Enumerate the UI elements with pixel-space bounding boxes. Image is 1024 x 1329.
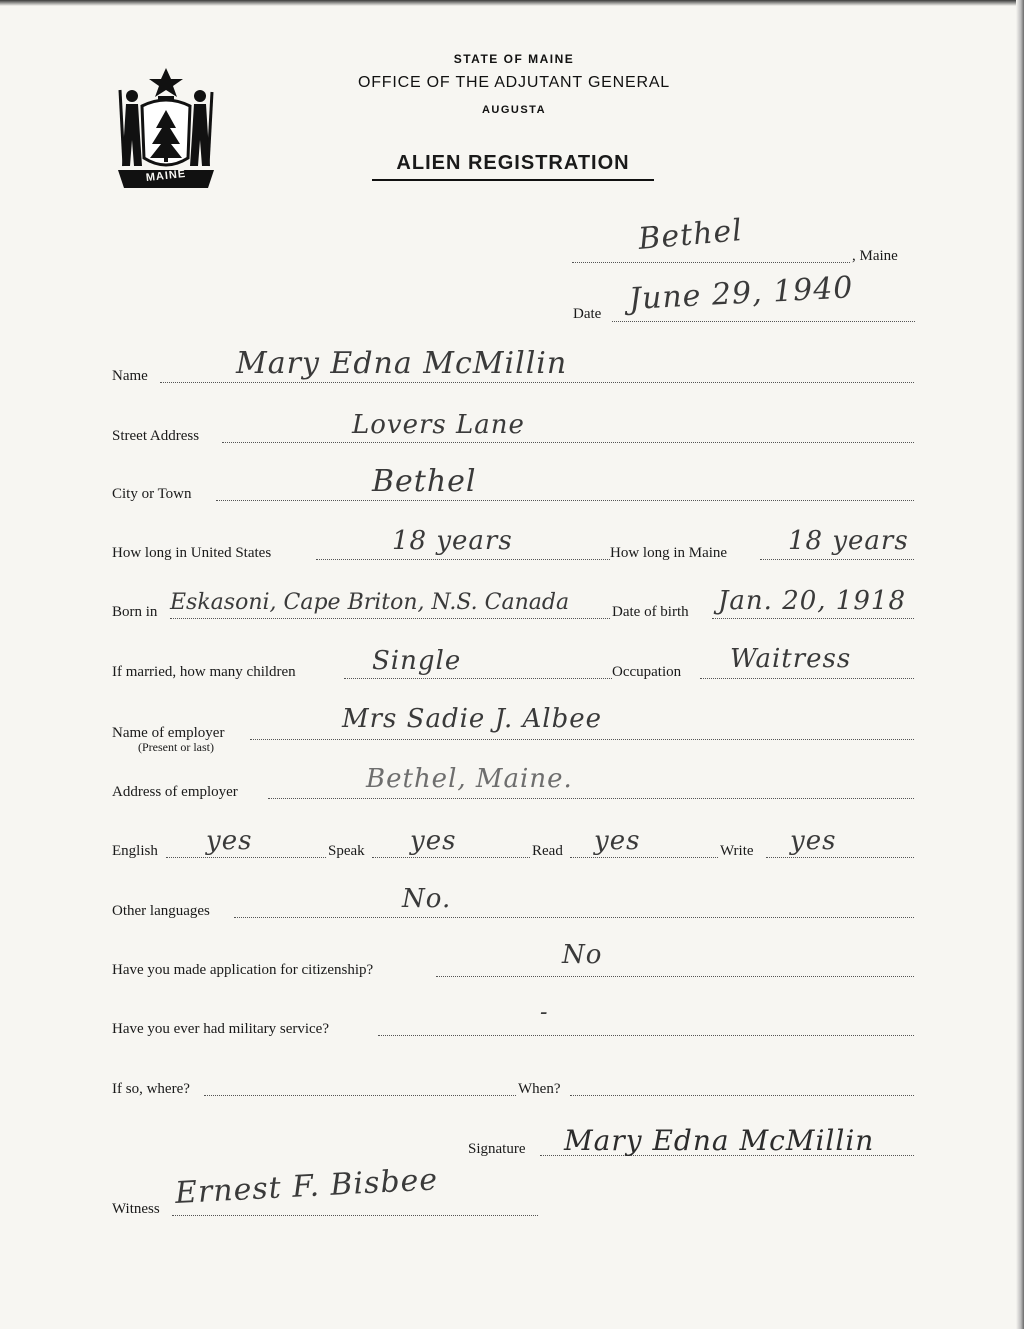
- scan-edge-top: [0, 0, 1024, 6]
- citizenship-value[interactable]: No: [562, 940, 603, 970]
- how-long-us-label: How long in United States: [112, 545, 272, 561]
- other-languages-line: [234, 917, 914, 918]
- born-in-value[interactable]: Eskasoni, Cape Briton, N.S. Canada: [170, 590, 570, 615]
- scan-edge-right: [1016, 0, 1024, 1329]
- date-of-birth-line: [712, 618, 914, 619]
- when-label: When?: [518, 1081, 561, 1097]
- title-underline: [372, 179, 654, 181]
- date-line: [612, 321, 915, 322]
- header-office: OFFICE OF THE ADJUTANT GENERAL: [357, 74, 671, 91]
- speak-line: [372, 857, 530, 858]
- how-long-us-line: [316, 559, 610, 560]
- maine-label: , Maine: [852, 248, 898, 264]
- date-of-birth-value[interactable]: Jan. 20, 1918: [718, 586, 906, 616]
- employer-value[interactable]: Mrs Sadie J. Albee: [342, 704, 603, 734]
- if-so-where-line: [204, 1095, 516, 1096]
- how-long-us-value[interactable]: 18 years: [392, 526, 513, 556]
- read-label: Read: [532, 843, 563, 859]
- military-line: [378, 1035, 914, 1036]
- born-in-line: [170, 618, 610, 619]
- witness-line: [172, 1215, 538, 1216]
- town-value[interactable]: Bethel: [636, 213, 745, 257]
- signature-label: Signature: [468, 1141, 526, 1157]
- children-label: If married, how many children: [112, 664, 296, 680]
- english-label: English: [112, 843, 158, 859]
- city-line: [216, 500, 914, 501]
- military-label: Have you ever had military service?: [112, 1021, 329, 1037]
- citizenship-line: [436, 976, 914, 977]
- date-value[interactable]: June 29, 1940: [628, 270, 855, 317]
- children-value[interactable]: Single: [372, 646, 462, 676]
- how-long-maine-line: [760, 559, 914, 560]
- employer-address-line: [268, 798, 914, 799]
- born-in-label: Born in: [112, 604, 158, 620]
- header-city: AUGUSTA: [481, 104, 547, 116]
- how-long-maine-value[interactable]: 18 years: [788, 526, 909, 556]
- name-label: Name: [112, 368, 148, 384]
- read-line: [570, 857, 718, 858]
- if-so-where-label: If so, where?: [112, 1081, 190, 1097]
- seal-banner: MAINE: [145, 167, 187, 185]
- occupation-line: [700, 678, 914, 679]
- speak-value[interactable]: yes: [410, 826, 457, 856]
- street-label: Street Address: [112, 428, 200, 444]
- signature-value[interactable]: Mary Edna McMillin: [564, 1124, 875, 1157]
- city-value[interactable]: Bethel: [372, 464, 477, 499]
- witness-label: Witness: [112, 1201, 160, 1217]
- employer-label: Name of employer: [112, 725, 225, 741]
- employer-line: [250, 739, 914, 740]
- how-long-maine-label: How long in Maine: [610, 545, 728, 561]
- speak-label: Speak: [328, 843, 365, 859]
- date-of-birth-label: Date of birth: [612, 604, 689, 620]
- name-value[interactable]: Mary Edna McMillin: [236, 346, 568, 381]
- english-line: [166, 857, 326, 858]
- english-value[interactable]: yes: [206, 826, 253, 856]
- when-line: [570, 1095, 914, 1096]
- witness-value[interactable]: Ernest F. Bisbee: [174, 1162, 439, 1211]
- write-line: [766, 857, 914, 858]
- city-label: City or Town: [112, 486, 192, 502]
- write-value[interactable]: yes: [790, 826, 837, 856]
- children-line: [344, 678, 612, 679]
- name-line: [160, 382, 914, 383]
- street-value[interactable]: Lovers Lane: [352, 410, 525, 440]
- read-value[interactable]: yes: [594, 826, 641, 856]
- date-label: Date: [573, 306, 602, 322]
- town-line: [572, 262, 850, 263]
- other-languages-value[interactable]: No.: [402, 884, 452, 914]
- employer-address-label: Address of employer: [112, 784, 238, 800]
- military-value[interactable]: -: [540, 1000, 549, 1025]
- header-state: STATE OF MAINE: [453, 52, 575, 66]
- occupation-value[interactable]: Waitress: [730, 644, 852, 674]
- employer-note: (Present or last): [138, 740, 214, 754]
- other-languages-label: Other languages: [112, 903, 210, 919]
- employer-address-value[interactable]: Bethel, Maine.: [366, 764, 573, 794]
- form-title: ALIEN REGISTRATION: [396, 152, 630, 174]
- occupation-label: Occupation: [612, 664, 682, 680]
- write-label: Write: [720, 843, 754, 859]
- citizenship-label: Have you made application for citizenship?: [112, 962, 374, 978]
- street-line: [222, 442, 914, 443]
